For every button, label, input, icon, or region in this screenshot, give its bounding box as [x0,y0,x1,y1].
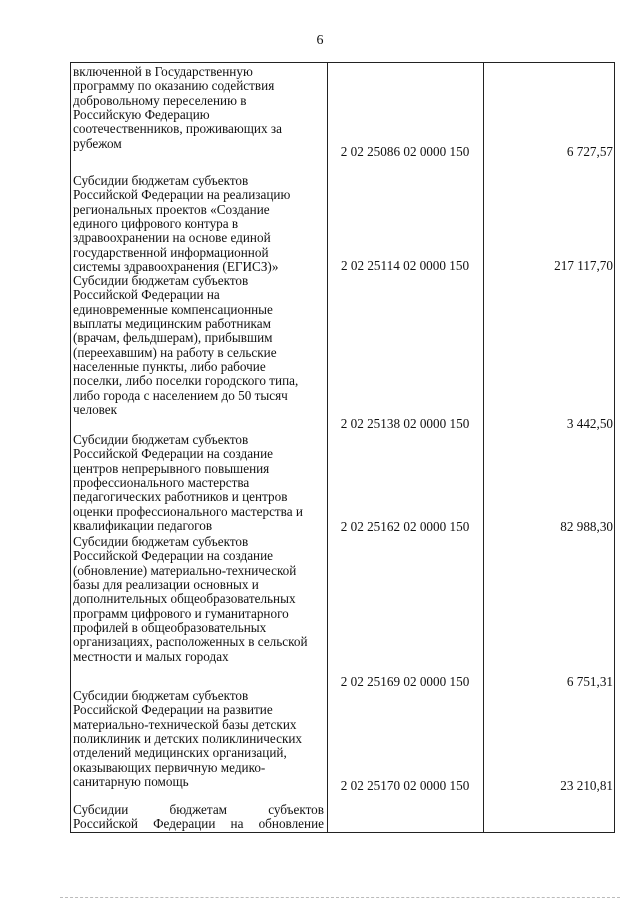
row-description: Субсидии бюджетам субъектов Российской Федерации на обновление [73,802,324,832]
row-code: 2 02 25114 02 0000 150 [340,258,470,273]
row-code: 2 02 25170 02 0000 150 [340,778,470,793]
row-description: Субсидии бюджетам субъектов Российской Федерации на создание центров непрерывного повышения профессионального мастерства педагогических работников и центров оценки профессионального мастерства и квалификации педагогов [73,432,303,534]
row-amount: 82 988,30 [560,519,613,534]
budget-table [70,62,615,833]
row-code: 2 02 25086 02 0000 150 [340,144,470,159]
row-description: Субсидии бюджетам субъектов Российской Федерации на создание (обновление) материально-технической базы для реализации основных и дополнительных общеобразовательных программ цифрового и гуманитарного профилей в общеобразовательных организациях, расположенных в сельской местности и малых городах [73,534,308,664]
row-description: Субсидии бюджетам субъектов Российской Федерации на развитие материально-технической базы детских поликлиник и детских поликлинических отделений медицинских организаций, оказывающих первичную медико- санитарную помощь [73,688,303,790]
row-description: Субсидии бюджетам субъектов Российской Федерации на единовременные компенсационные выплаты медицинским работникам (врачам, фельдшерам), прибывшим (переехавшим) на работу в сельские населенные пункты, либо рабочие поселки, либо поселки городского типа, либо города с населением до 50 тысяч человек [73,273,299,418]
row-amount: 3 442,50 [566,416,613,431]
row-amount: 23 210,81 [560,778,613,793]
page-number: 6 [316,33,324,48]
scan-edge-line [60,897,620,898]
row-description: включенной в Государственную программу по оказанию содействия добровольному переселению в Российскую Федерацию соотечественников, проживающих за рубежом [73,64,282,151]
row-code: 2 02 25138 02 0000 150 [340,416,470,431]
row-amount: 6 727,57 [566,144,613,159]
row-amount: 6 751,31 [566,674,613,689]
row-amount: 217 117,70 [554,258,613,273]
row-code: 2 02 25162 02 0000 150 [340,519,470,534]
row-code: 2 02 25169 02 0000 150 [340,674,470,689]
row-description: Субсидии бюджетам субъектов Российской Федерации на реализацию региональных проектов «Создание единого цифрового контура в здравоохранении на основе единой государственной информационной системы здравоохранения (ЕГИСЗ)» [73,173,291,275]
